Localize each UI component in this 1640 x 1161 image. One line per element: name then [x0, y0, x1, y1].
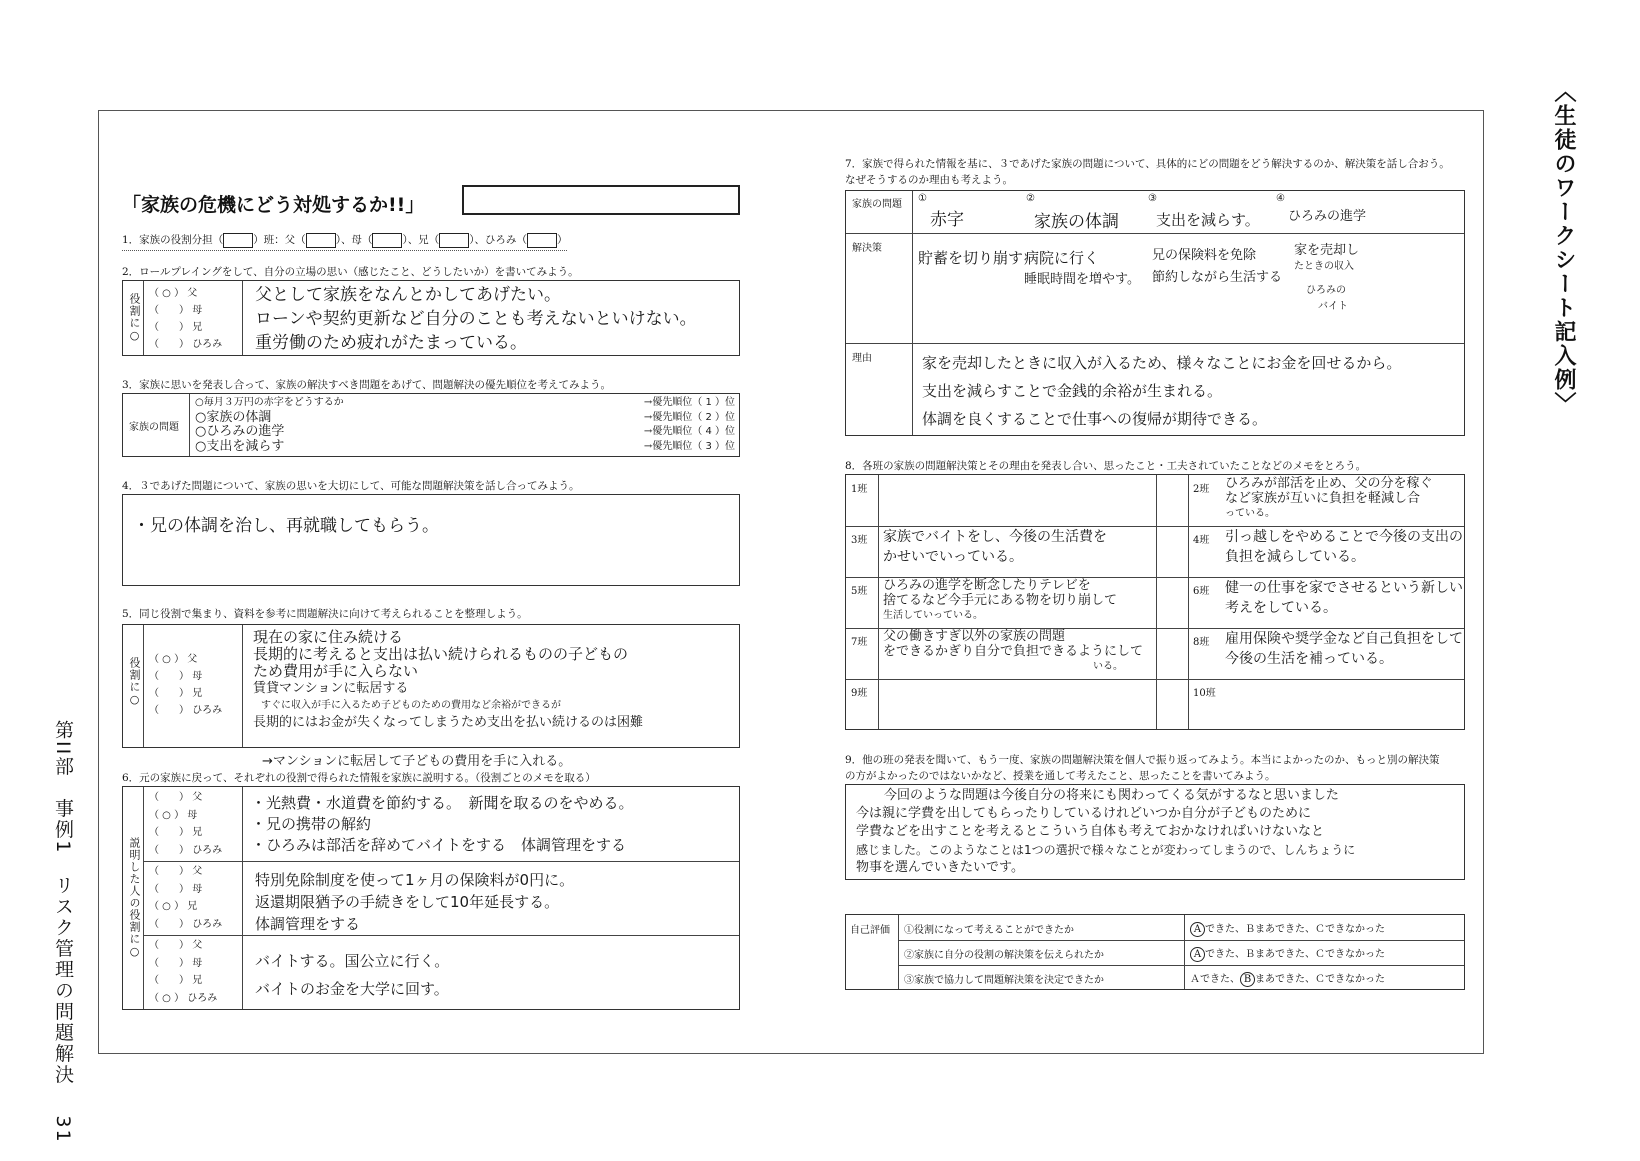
q1-hiromi: 、ひろみ: [474, 234, 517, 246]
q6-g1-mark-1[interactable]: （ ）: [149, 792, 189, 803]
q8-group-notes: [1225, 629, 1463, 669]
q4-box[interactable]: [122, 494, 740, 586]
q9-line-1: 今回のような問題は今後自分の将来にも関わってくる気がするなと思いました: [884, 788, 1339, 803]
q6-role-list-1: （ ） 父 （ ○ ） 母 （ ） 兄 （ ） ひろみ: [149, 792, 223, 856]
q6-g1-line-1: ・光熱費・水道費を節約する。 新聞を取るのをやめる。: [251, 794, 634, 812]
q6-notes-2: [255, 869, 574, 935]
q6-g2-line-1: 特別免除制度を使って1ヶ月の保険料が0円に。: [255, 871, 575, 889]
q1-row: 1．家族の役割分担（ ）班：父（ ）、母（ ）、兄（ ）、ひろみ（ ）: [122, 232, 567, 251]
q6-g1-mark-2[interactable]: （ ○ ）: [149, 809, 185, 821]
q7-table: [845, 190, 1465, 436]
q2-answer-1: 父として家族をなんとかしてあげたい。: [255, 285, 561, 305]
q3-items: ○毎月３万円の赤字をどうするか →優先順位（ 1 ）位 ○家族の体調 →優先順位（ 2 ）位 ○ひろみの進学 →優先順位（ 4 ）位 ○支出を減らす →優先順位（ 3 ）位: [195, 397, 735, 454]
q2-role-mark-3[interactable]: （ ）: [149, 322, 189, 333]
q2-role-mark-1[interactable]: （ ○ ）: [149, 288, 185, 299]
mother-box[interactable]: [372, 233, 402, 248]
q6-g3-mark-2[interactable]: （ ）: [149, 957, 189, 969]
q5-label: 5．同じ役割で集まり、資料を参考に問題解決に向けて考えられることを整理しよう。: [122, 608, 528, 620]
q6-role-list-2: （ ） 父 （ ） 母 （ ○ ） 兄 （ ） ひろみ: [149, 866, 223, 930]
q5-line-6: 長期的にはお金が失くなってしまうため支出を払い続けるのは困難: [253, 715, 644, 730]
q7-reason-1: 家を売却したときに収入が入るため、様々なことにお金を回せるから。: [922, 354, 1402, 372]
q6-g3-mark-1[interactable]: （ ）: [149, 940, 189, 951]
q6-g1-mark-4[interactable]: （ ）: [149, 844, 189, 856]
q2-label: 2．ロールプレイングをして、自分の立場の思い（感じたこと、どうしたいか）を書いてみよう。: [122, 266, 579, 278]
self-eval-table: [845, 914, 1465, 990]
q2-role-brother: 兄: [192, 322, 203, 333]
q2-role-vertical: 役割に○: [128, 293, 141, 343]
q7-solution-1: 貯蓄を切り崩す: [918, 249, 1024, 267]
q6-g3-mark-3[interactable]: （ ）: [149, 975, 189, 986]
q5-role-mark-3[interactable]: （ ）: [149, 688, 189, 699]
self-eval-circled-3: B: [1240, 972, 1255, 987]
q9-line-5: 物事を選んでいきたいです。: [856, 860, 1024, 875]
q8-group-notes: [883, 629, 1143, 674]
q6-g2-mark-2[interactable]: （ ）: [149, 883, 189, 895]
q2-answer-2: ローンや契約更新など自分のことも考えないといけない。: [255, 309, 697, 329]
q2-role-list: [149, 285, 222, 353]
part-label: 第II部 事例1 リスク管理の問題解決: [52, 720, 74, 1086]
q5-role-vertical: 役割に○: [128, 657, 141, 707]
q9-line-3: 学費などを出すことを考えるとこういう自体も考えておかなければいけないなと: [856, 824, 1325, 839]
q7-label-2: なぜそうするのか理由も考えよう。: [845, 174, 1013, 186]
q8-group-name: 1班: [851, 484, 868, 495]
q3-item-1: ○毎月３万円の赤字をどうするか: [195, 397, 344, 408]
q9-label-2: の方がよかったのではないかなど、授業を通して考えたこと、思ったことを書いてみよう。: [845, 770, 1276, 782]
q6-notes-1: [251, 793, 634, 856]
worksheet-title: 「家族の危機にどう対処するか!!」: [122, 194, 425, 216]
q8-group-line: 今後の生活を補っている。: [1225, 651, 1393, 667]
self-eval-header: 自己評価: [850, 925, 890, 936]
brother-box[interactable]: [439, 233, 469, 248]
self-eval-item-1: ①役割になって考えることができたか: [904, 925, 1074, 936]
q6-g3-mark-4[interactable]: （ ○ ）: [149, 992, 185, 1004]
hiromi-box[interactable]: [527, 233, 557, 248]
q8-group-line: 引っ越しをやめることで今後の支出の: [1225, 529, 1463, 545]
q7-num-2: ②: [1026, 193, 1035, 204]
q8-group-line: をできるかぎり自分で負担できるようにして: [883, 644, 1144, 659]
q2-role-father: 父: [187, 288, 198, 299]
q6-g2-line-2: 返還期限猶予の手続きをして10年延長する。: [255, 893, 560, 911]
q7-reason-3: 体調を良くすることで仕事への復帰が期待できる。: [922, 410, 1268, 428]
self-eval-circled-2: A: [1190, 947, 1205, 962]
q8-group-line: ひろみの進学を断念したりテレビを: [883, 578, 1091, 593]
self-eval-choice-3[interactable]: Ａできた、 B まあできた、Ｃできなかった: [1190, 974, 1385, 985]
q3-rank-1[interactable]: 1: [705, 397, 712, 408]
q7-header-solution: 解決策: [852, 243, 882, 254]
q6-g1-line-3: ・ひろみは部活を辞めてバイトをする 体調管理をする: [251, 836, 627, 854]
q6-label: 6．元の家族に戻って、それぞれの役割で得られた情報を家族に説明する。（役割ごとのメモを取る）: [122, 772, 596, 784]
q9-line-2: 今は親に学費を出してもらったりしているけれどいつか自分が子どものために: [856, 806, 1312, 821]
q8-group-line: 負担を減らしている。: [1225, 549, 1365, 565]
q1-brother: 、兄: [407, 234, 429, 246]
q7-solution-3: 兄の保険料を免除 節約しながら生活する: [1152, 248, 1283, 285]
q3-rank-4[interactable]: 3: [705, 440, 712, 452]
q7-problem-2: 家族の体調: [1034, 212, 1119, 232]
q7-header-reason: 理由: [852, 353, 872, 364]
q8-group-line: かせいでいっている。: [883, 549, 1023, 565]
q7-problem-1: 赤字: [930, 210, 964, 230]
q8-group-name: 4班: [1193, 535, 1210, 546]
q8-group-line: 父の働きすぎ以外の家族の問題: [883, 629, 1066, 644]
q8-group-name: 10班: [1193, 688, 1216, 699]
q2-answer-3: 重労働のため疲れがたまっている。: [255, 333, 527, 353]
q3-item-4: ○支出を減らす: [195, 438, 285, 454]
q6-g2-mark-3[interactable]: （ ○ ）: [149, 901, 185, 912]
q8-group-name: 3班: [851, 535, 868, 546]
q2-answer: [255, 283, 697, 355]
q5-notes: [253, 629, 643, 731]
q8-label: 8．各班の家族の問題解決策とその理由を発表し合い、思ったこと・工夫されていたことなどのメモをとろう。: [845, 460, 1367, 472]
q1-label: 1．家族の役割分担: [122, 234, 213, 246]
q7-num-1: ①: [918, 193, 927, 204]
q5-conclusion: →マンションに転居して子どもの費用を手に入れる。: [262, 754, 572, 769]
q3-item-3: ○ひろみの進学: [195, 424, 285, 439]
name-box[interactable]: [462, 185, 740, 215]
q2-table: [122, 280, 740, 356]
q6-g1-line-2: ・兄の携帯の解約: [251, 815, 372, 833]
q5-role-mark-1[interactable]: （ ○ ）: [149, 654, 185, 665]
q5-line-4: 賃貸マンションに転居する: [253, 681, 409, 696]
q7-solution-4: 家を売却し たときの収入 ひろみの バイト: [1294, 243, 1360, 312]
q3-rank-3[interactable]: 4: [705, 426, 712, 437]
q6-role-list-3: （ ） 父 （ ） 母 （ ） 兄 （ ○ ） ひろみ: [149, 940, 218, 1004]
q4-label: 4．３であげた問題について、家族の思いを大切にして、可能な問題解決策を話し合ってみよう。: [122, 480, 580, 492]
q6-g3-line-1: バイトする。国公立に行く。: [255, 952, 450, 970]
q4-answer: ・兄の体調を治し、再就職してもらう。: [133, 516, 439, 536]
q9-answer: [856, 787, 1355, 877]
q1-ban: 班：父: [263, 234, 296, 246]
q8-group-notes: [1225, 476, 1432, 521]
q7-header-problem: 家族の問題: [852, 199, 902, 210]
q8-group-name: 9班: [851, 688, 868, 699]
q6-table: [122, 786, 740, 1010]
q1-mother: 、母: [340, 234, 362, 246]
q9-line-4: 感じました。このようなことは1つの選択で様々なことが変わってしまうので、しんちょうに: [856, 843, 1356, 857]
self-eval-circled-1: A: [1190, 922, 1205, 937]
q2-role-mark-4[interactable]: （ ）: [149, 339, 189, 350]
q6-g1-mark-3[interactable]: （ ）: [149, 827, 189, 838]
q7-num-3: ③: [1148, 193, 1157, 204]
q8-group-line: 捨てるなど今手元にある物を切り崩して: [883, 593, 1118, 608]
q8-group-line: など家族が互いに負担を軽減し合: [1225, 491, 1421, 506]
q6-explainer-vertical: 説明した人の役割に○: [128, 837, 141, 959]
q8-group-name: 7班: [851, 637, 868, 648]
q7-problem-4: ひろみの進学: [1288, 209, 1367, 224]
q2-role-mother: 母: [192, 305, 203, 316]
q5-table: [122, 624, 740, 748]
q6-notes-3: [255, 947, 449, 1003]
q7-problem-3: 支出を減らす。: [1156, 211, 1260, 229]
q8-group-line: 健一の仕事を家でさせるという新しい: [1225, 580, 1463, 596]
q8-group-notes: [883, 527, 1107, 567]
q5-role-list: （ ○ ） 父 （ ） 母 （ ） 兄 （ ） ひろみ: [149, 654, 223, 716]
self-eval-item-2: ②家族に自分の役割の解決策を伝えられたか: [904, 950, 1104, 961]
q2-role-hiromi: ひろみ: [192, 339, 223, 350]
q8-group-name: 2班: [1193, 484, 1210, 495]
q8-group-line: っている。: [1225, 508, 1275, 519]
side-footer: [50, 720, 77, 1144]
q8-group-notes: [1225, 578, 1463, 618]
q8-group-name: 6班: [1193, 586, 1210, 597]
q2-role-mark-2[interactable]: （ ）: [149, 305, 189, 316]
page-number: 31: [52, 1115, 74, 1144]
q3-item-2: ○家族の体調: [195, 409, 272, 425]
q3-table: [122, 393, 740, 457]
self-eval-choice-1[interactable]: A できた、Ｂまあできた、Ｃできなかった: [1190, 920, 1385, 937]
self-eval-choice-2[interactable]: A できた、Ｂまあできた、Ｃできなかった: [1190, 945, 1385, 962]
q7-solution-2: 病院に行く 睡眠時間を増やす。: [1024, 249, 1140, 287]
q8-group-name: 5班: [851, 586, 868, 597]
q6-g2-line-3: 体調管理をする: [255, 915, 361, 933]
side-title: 〈生徒のワークシート記入例〉: [1551, 80, 1576, 416]
father-box[interactable]: [306, 233, 336, 248]
q8-group-notes: [1225, 527, 1463, 567]
q3-rank-2[interactable]: 2: [705, 411, 712, 423]
q8-group-name: 8班: [1193, 637, 1210, 648]
q5-line-2: 長期的に考えると支出は払い続けられるものの子どもの: [253, 645, 629, 663]
q3-label: 3．家族に思いを発表し合って、家族の解決すべき問題をあげて、問題解決の優先順位を考えてみよう。: [122, 379, 612, 391]
q8-group-line: いる。: [1093, 661, 1123, 672]
q5-line-3: ため費用が手に入らない: [253, 662, 419, 680]
q8-group-line: ひろみが部活を止め、父の分を稼ぐ: [1225, 476, 1433, 491]
q6-g3-line-2: バイトのお金を大学に回す。: [255, 980, 449, 998]
q5-line-5: すぐに収入が手に入るため子どものための費用など余裕ができるが: [261, 700, 561, 711]
q8-group-line: 雇用保険や奨学金など自己負担をして: [1225, 631, 1463, 647]
q8-group-line: 考えをしている。: [1225, 600, 1337, 616]
ban-box[interactable]: [223, 233, 253, 248]
q8-group-line: 生活していっている。: [883, 610, 983, 621]
self-eval-item-3: ③家族で協力して問題解決策を決定できたか: [904, 975, 1104, 986]
q3-row-header: 家族の問題: [129, 422, 179, 433]
q5-line-1: 現在の家に住み続ける: [253, 628, 404, 646]
q6-g2-mark-1[interactable]: （ ）: [149, 866, 189, 877]
q7-reasons: [922, 349, 1401, 433]
q5-role-mark-2[interactable]: （ ）: [149, 671, 189, 682]
q9-box[interactable]: [845, 784, 1465, 880]
q8-group-notes: [883, 578, 1117, 623]
q7-label-1: 7．家族で得られた情報を基に、３であげた家族の問題について、具体的にどの問題をどう解決するのか、解決策を話し合おう。: [845, 158, 1450, 170]
q9-label-1: 9．他の班の発表を聞いて、もう一度、家族の問題解決策を個人で振り返ってみよう。本当によかったのか、もっと別の解決策: [845, 754, 1440, 766]
q5-role-mark-4[interactable]: （ ）: [149, 705, 189, 716]
q8-group-line: 家族でバイトをし、今後の生活費を: [883, 529, 1107, 545]
q7-num-4: ④: [1276, 193, 1285, 204]
q6-g2-mark-4[interactable]: （ ）: [149, 918, 189, 930]
q7-reason-2: 支出を減らすことで金銭的余裕が生まれる。: [922, 382, 1223, 400]
